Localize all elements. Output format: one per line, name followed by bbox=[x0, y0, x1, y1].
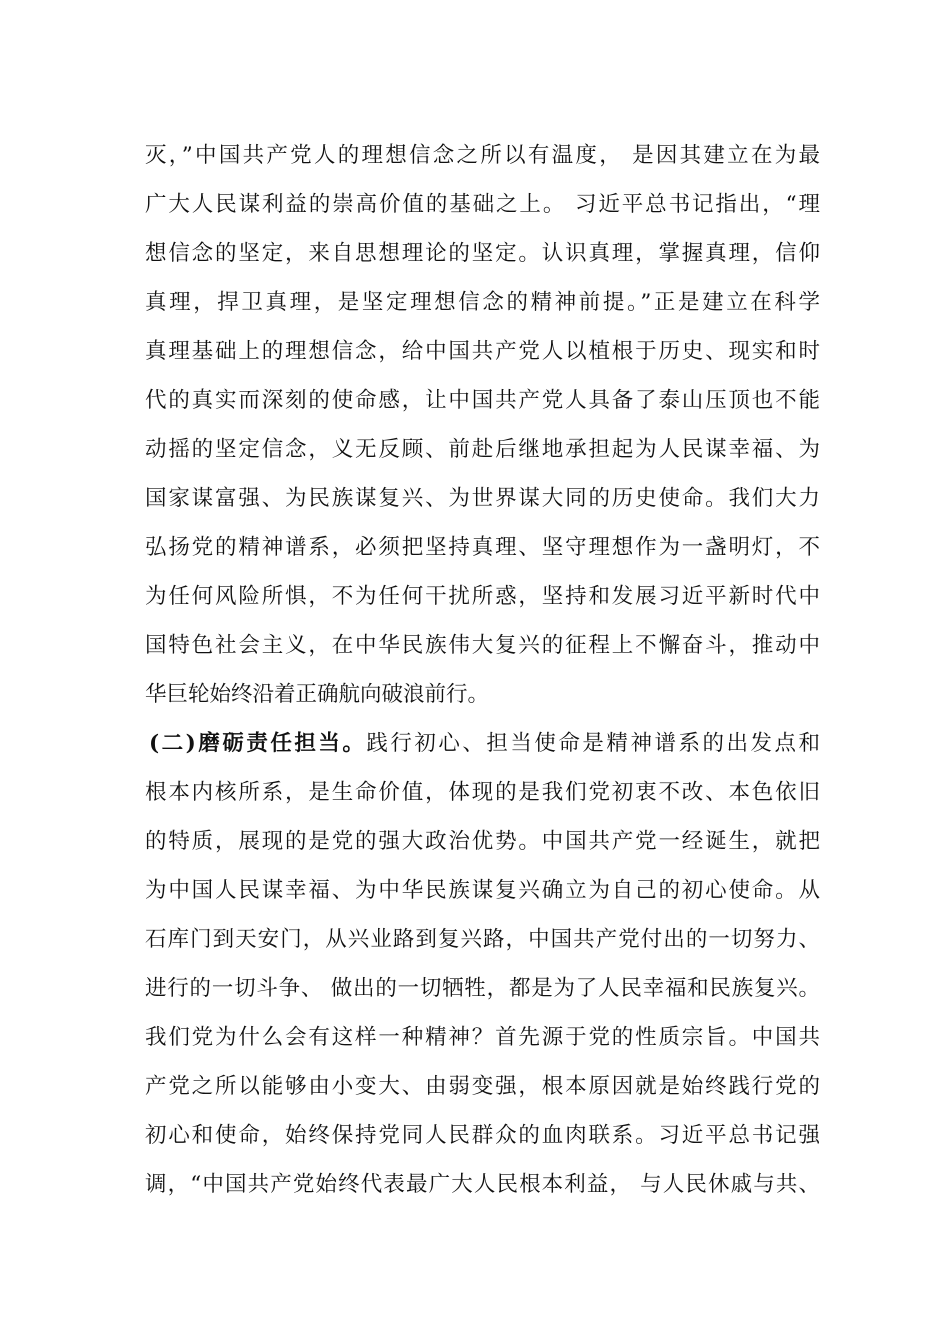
text-line: 根本内核所系，是生命价值，体现的是我们党初衷不改、本色依旧 bbox=[145, 780, 820, 805]
text-line: 想信念的坚定，来自思想理论的坚定。认识真理，掌握真理，信仰 bbox=[145, 241, 820, 266]
text-line: 华巨轮始终沿着正确航向破浪前行。 bbox=[145, 682, 490, 707]
text-line: 灭，”中国共产党人的理想信念之所以有温度， 是因其建立在为最 bbox=[145, 143, 820, 168]
text-line: 调，“中国共产党始终代表最广大人民根本利益， 与人民休戚与共、 bbox=[145, 1172, 820, 1197]
paragraph-ideals bbox=[145, 131, 820, 719]
text-line: 弘扬党的精神谱系，必须把坚持真理、坚守理想作为一盏明灯，不 bbox=[145, 535, 820, 560]
text-line: 国家谋富强、为民族谋复兴、为世界谋大同的历史使命。我们大力 bbox=[145, 486, 820, 511]
section-first-line bbox=[145, 719, 820, 768]
text-line: 真理基础上的理想信念，给中国共产党人以植根于历史、现实和时 bbox=[145, 339, 820, 364]
text-line: 石库门到天安门，从兴业路到复兴路，中国共产党付出的一切努力、 bbox=[145, 927, 820, 952]
section-heading: (二)磨砺责任担当。 bbox=[149, 731, 367, 756]
text-line: 代的真实而深刻的使命感，让中国共产党人具备了泰山压顶也不能 bbox=[145, 388, 820, 413]
text-line: 真理，捍卫真理，是坚定理想信念的精神前提。”正是建立在科学 bbox=[145, 290, 820, 315]
text-line: 为任何风险所惧，不为任何干扰所惑，坚持和发展习近平新时代中 bbox=[145, 584, 820, 609]
text-line: 初心和使命，始终保持党同人民群众的血肉联系。习近平总书记强 bbox=[145, 1123, 820, 1148]
section-first-line-text: 践行初心、担当使命是精神谱系的出发点和 bbox=[366, 731, 820, 756]
document-body bbox=[145, 131, 820, 1209]
text-line: 进行的一切斗争、 做出的一切牺牲，都是为了人民幸福和民族复兴。 bbox=[145, 976, 820, 1001]
text-line: 国特色社会主义，在中华民族伟大复兴的征程上不懈奋斗，推动中 bbox=[145, 633, 820, 658]
text-line: 的特质，展现的是党的强大政治优势。中国共产党一经诞生，就把 bbox=[145, 829, 820, 854]
text-line: 广大人民谋利益的崇高价值的基础之上。 习近平总书记指出，“理 bbox=[145, 192, 820, 217]
text-line: 产党之所以能够由小变大、由弱变强，根本原因就是始终践行党的 bbox=[145, 1074, 820, 1099]
text-line: 动摇的坚定信念，义无反顾、前赴后继地承担起为人民谋幸福、为 bbox=[145, 437, 820, 462]
paragraph-responsibility bbox=[145, 719, 820, 1209]
text-line: 为中国人民谋幸福、为中华民族谋复兴确立为自己的初心使命。从 bbox=[145, 878, 820, 903]
text-line: 我们党为什么会有这样一种精神？首先源于党的性质宗旨。中国共 bbox=[145, 1025, 820, 1050]
